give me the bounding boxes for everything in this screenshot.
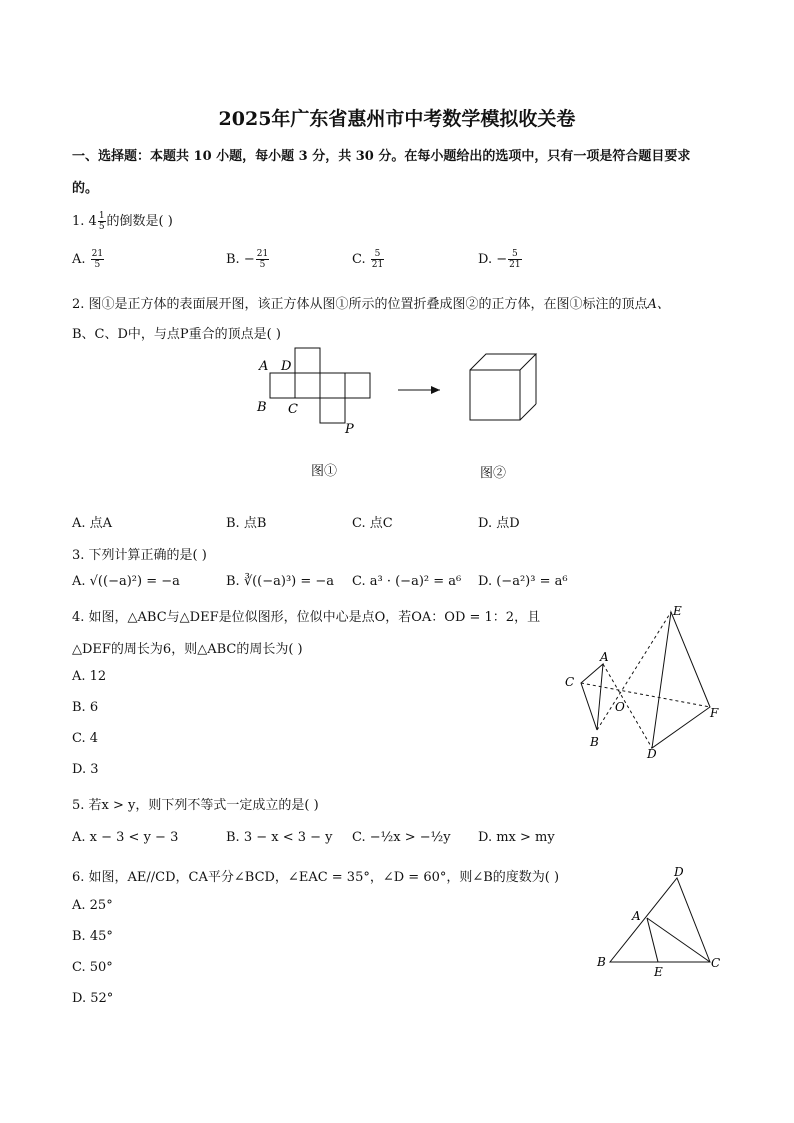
tri-label-d: D <box>674 865 684 879</box>
question-4-stem-cont: △DEF的周长为6，则△ABC的周长为( ) <box>72 642 303 657</box>
q1-whole: 1. 4 <box>72 214 97 229</box>
q1-option-b[interactable]: B. − $\frac{21}{5}$ <box>226 249 269 270</box>
section-heading-cont: 的。 <box>72 181 99 196</box>
fig-label-a: A <box>600 650 609 664</box>
question-1-stem <box>72 210 173 232</box>
q1-option-c[interactable]: C. $\frac{5}{21}$ <box>352 249 384 270</box>
q5-option-b[interactable]: B. 3 − x < 3 − y <box>226 830 333 845</box>
q1-suffix: 的倒数是( ) <box>106 214 173 229</box>
fig-label-e: E <box>673 604 682 618</box>
tri-label-b: B <box>597 955 606 969</box>
q5-option-a[interactable]: A. x − 3 < y − 3 <box>72 830 179 845</box>
q6-option-c[interactable]: C. 50° <box>72 960 113 975</box>
net-label-b: B <box>257 400 267 415</box>
section-heading: 一、选择题：本题共 10 小题，每小题 3 分，共 30 分。在每小题给出的选项中，只有一项是符合题目要求 <box>72 149 691 164</box>
fig-label-o: O <box>615 700 625 714</box>
q4-option-b[interactable]: B. 6 <box>72 700 99 715</box>
q2-option-a[interactable]: A. 点A <box>72 516 113 531</box>
q4-option-a[interactable]: A. 12 <box>72 669 107 684</box>
fig-label-d: D <box>647 747 657 761</box>
tri-label-e: E <box>654 965 663 979</box>
q3-option-b[interactable]: B. ∛((−a)³) = −a <box>226 574 335 589</box>
q4-option-d[interactable]: D. 3 <box>72 762 99 777</box>
q3-option-a[interactable]: A. √((−a)²) = −a <box>72 574 180 589</box>
question-6-stem: 6. 如图，AE//CD，CA平分∠BCD，∠EAC = 35°，∠D = 60°，则∠B的度数为( ) <box>72 870 560 885</box>
q4-option-c[interactable]: C. 4 <box>72 731 99 746</box>
net-label-c: C <box>288 402 298 417</box>
fig1-caption: 图① <box>311 464 338 479</box>
question-2-stem-cont: B、C、D中，与点P重合的顶点是( ) <box>72 327 281 342</box>
q6-option-a[interactable]: A. 25° <box>72 898 113 913</box>
question-5-stem: 5. 若x > y，则下列不等式一定成立的是( ) <box>72 798 319 813</box>
q1-option-d[interactable]: D. − $\frac{5}{21}$ <box>478 249 521 270</box>
triangle-figure <box>590 860 730 985</box>
q5-option-d[interactable]: D. mx > my <box>478 830 555 845</box>
q3-option-d[interactable]: D. (−a²)³ = a⁶ <box>478 574 568 589</box>
q2-option-b[interactable]: B. 点B <box>226 516 267 531</box>
net-label-a: A <box>259 359 269 374</box>
net-label-p: P <box>345 422 354 437</box>
fig2-caption: 图② <box>480 466 507 481</box>
tri-label-c: C <box>711 956 721 970</box>
fig-label-b: B <box>590 735 599 749</box>
net-label-d: D <box>281 359 292 374</box>
q6-option-d[interactable]: D. 52° <box>72 991 114 1006</box>
question-4-stem: 4. 如图，△ABC与△DEF是位似图形，位似中心是点O，若OA：OD = 1：2，且 <box>72 610 541 625</box>
fig-label-f: F <box>710 706 719 720</box>
q2-option-c[interactable]: C. 点C <box>352 516 393 531</box>
cube-net-figure <box>250 345 550 445</box>
fig-label-c: C <box>565 675 575 689</box>
q1-option-a[interactable]: A. $\frac{21}{5}$ <box>72 249 104 270</box>
homothety-figure <box>560 600 730 765</box>
question-2-stem: 2. 图①是正方体的表面展开图，该正方体从图①所示的位置折叠成图②的正方体，在图①标注的顶点A、 <box>72 297 670 312</box>
q2-option-d[interactable]: D. 点D <box>478 516 520 531</box>
q3-option-c[interactable]: C. a³ · (−a)² = a⁶ <box>352 574 462 589</box>
q5-option-c[interactable]: C. −½x > −½y <box>352 830 451 845</box>
cube-figure <box>470 354 536 420</box>
page-title: 2025年广东省惠州市中考数学模拟收关卷 <box>218 108 576 130</box>
q1-fraction: $\frac{1}{5}$ <box>98 211 105 232</box>
tri-label-a: A <box>632 909 641 923</box>
q6-option-b[interactable]: B. 45° <box>72 929 113 944</box>
question-3-stem: 3. 下列计算正确的是( ) <box>72 548 207 563</box>
